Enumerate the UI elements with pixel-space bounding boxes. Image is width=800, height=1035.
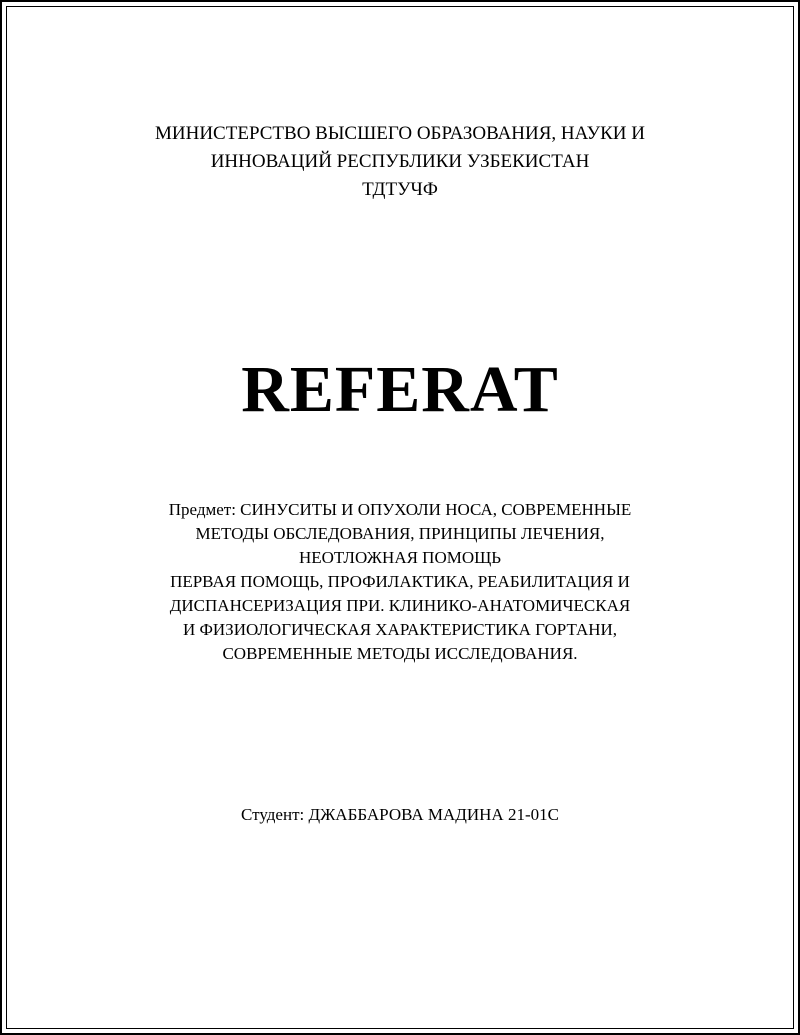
subject-line-4: ПЕРВАЯ ПОМОЩЬ, ПРОФИЛАКТИКА, РЕАБИЛИТАЦИЯ И: [170, 572, 630, 591]
institution-abbreviation: ТДТУЧФ: [362, 179, 438, 200]
document-title: REFERAT: [241, 353, 559, 426]
subject-line-7: СОВРЕМЕННЫЕ МЕТОДЫ ИССЛЕДОВАНИЯ.: [222, 644, 578, 663]
student-name: Студент: ДЖАББАРОВА МАДИНА 21-01С: [241, 805, 559, 824]
subject-line-2: МЕТОДЫ ОБСЛЕДОВАНИЯ, ПРИНЦИПЫ ЛЕЧЕНИЯ,: [195, 524, 605, 543]
ministry-line-2: ИННОВАЦИЙ РЕСПУБЛИКИ УЗБЕКИСТАН: [210, 151, 590, 172]
subject-block: [0, 498, 800, 666]
subject-line-6: И ФИЗИОЛОГИЧЕСКАЯ ХАРАКТЕРИСТИКА ГОРТАНИ,: [182, 620, 618, 639]
subject-line-3: НЕОТЛОЖНАЯ ПОМОЩЬ: [298, 548, 502, 567]
subject-line-5: ДИСПАНСЕРИЗАЦИЯ ПРИ. КЛИНИКО-АНАТОМИЧЕСКАЯ: [169, 596, 631, 615]
ministry-line-1: МИНИСТЕРСТВО ВЫСШЕГО ОБРАЗОВАНИЯ, НАУКИ И: [155, 123, 645, 144]
ministry-header: [0, 120, 800, 204]
subject-line-1: Предмет: СИНУСИТЫ И ОПУХОЛИ НОСА, СОВРЕМЕННЫЕ: [168, 500, 632, 519]
